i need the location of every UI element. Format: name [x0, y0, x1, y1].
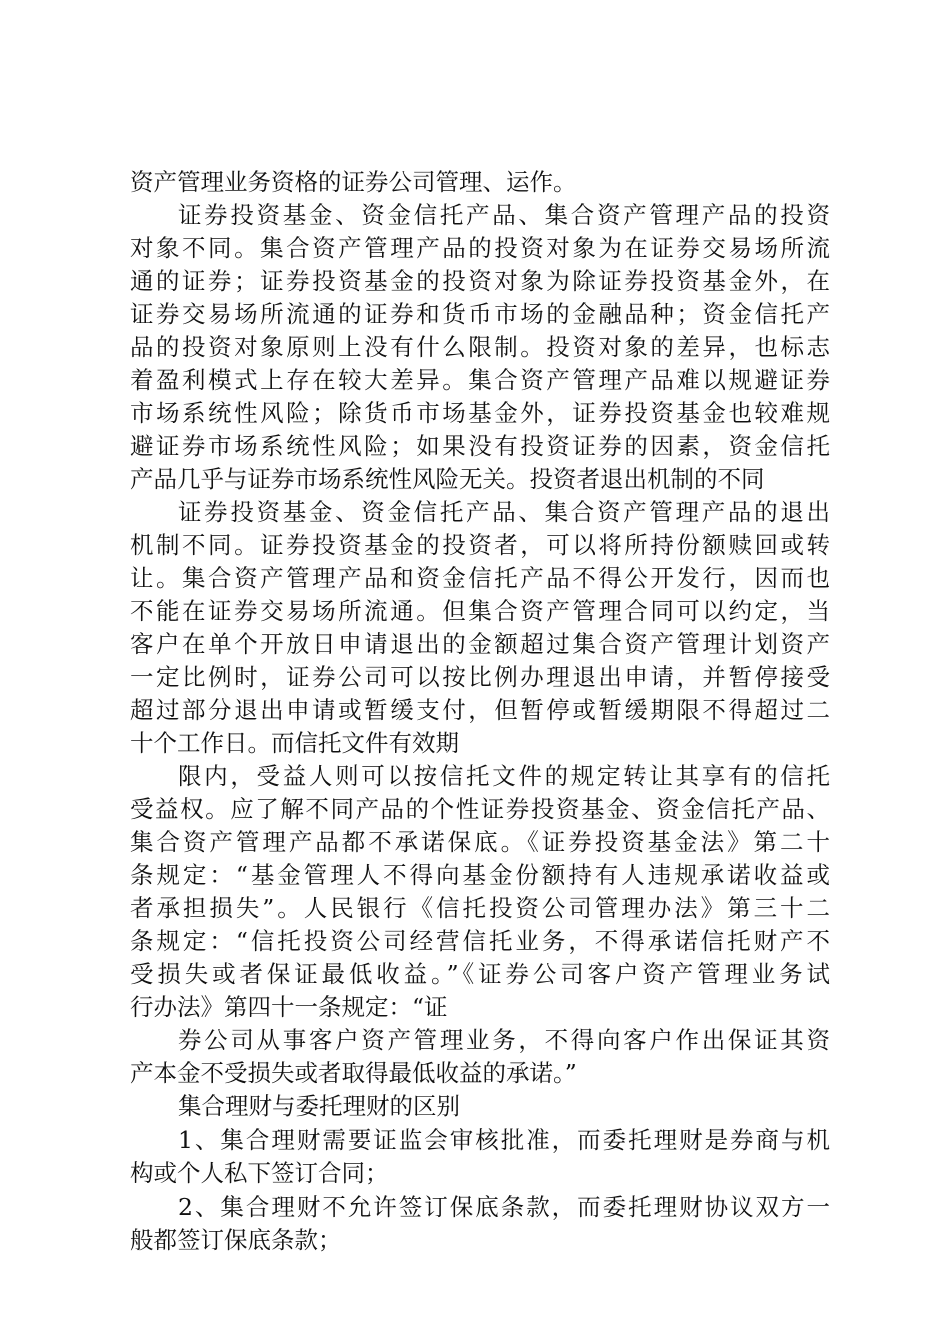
- text-line: 不能在证券交易场所流通。但集合资产管理合同可以约定，当: [130, 597, 830, 625]
- text-line: 证券交易场所流通的证券和货币市场的金融品种；资金信托产: [130, 300, 830, 328]
- text-line: 对象不同。集合资产管理产品的投资对象为在证券交易场所流: [130, 234, 830, 262]
- text-line: 受损失或者保证最低收益。”《证券公司客户资产管理业务试: [130, 960, 830, 988]
- text-line: 着盈利模式上存在较大差异。集合资产管理产品难以规避证券: [130, 366, 830, 394]
- list-item-continuation: 般都签订保底条款；: [130, 1226, 342, 1254]
- text-line: 者承担损失”。人民银行《信托投资公司管理办法》第三十二: [130, 894, 830, 922]
- text-line: 条规定：“信托投资公司经营信托业务，不得承诺信托财产不: [130, 927, 830, 955]
- text-line: 产本金不受损失或者取得最低收益的承诺。”: [130, 1059, 577, 1087]
- text-line: 十个工作日。而信托文件有效期: [130, 729, 459, 757]
- text-line: 受益权。应了解不同产品的个性证券投资基金、资金信托产品、: [130, 795, 830, 823]
- paragraph-start-line: 券公司从事客户资产管理业务，不得向客户作出保证其资: [178, 1026, 830, 1054]
- paragraph-start-line: 限内，受益人则可以按信托文件的规定转让其享有的信托: [178, 762, 830, 790]
- text-line: 行办法》第四十一条规定：“证: [130, 993, 448, 1021]
- text-line: 客户在单个开放日申请退出的金额超过集合资产管理计划资产: [130, 630, 830, 658]
- list-item: 2、集合理财不允许签订保底条款，而委托理财协议双方一: [178, 1193, 830, 1221]
- body-text: [130, 166, 830, 1257]
- text-line: 品的投资对象原则上没有什么限制。投资对象的差异，也标志: [130, 333, 830, 361]
- text-line: 条规定：“基金管理人不得向基金份额持有人违规承诺收益或: [130, 861, 830, 889]
- list-item-continuation: 构或个人私下签订合同；: [130, 1159, 389, 1187]
- text-line: 超过部分退出申请或暂缓支付，但暂停或暂缓期限不得超过二: [130, 696, 830, 724]
- text-line: 让。集合资产管理产品和资金信托产品不得公开发行，因而也: [130, 564, 830, 592]
- text-line: 机制不同。证券投资基金的投资者，可以将所持份额赎回或转: [130, 531, 830, 559]
- list-item: 1、集合理财需要证监会审核批准，而委托理财是券商与机: [178, 1126, 830, 1154]
- text-line: 市场系统性风险；除货币市场基金外，证券投资基金也较难规: [130, 399, 830, 427]
- text-line: 避证券市场系统性风险；如果没有投资证券的因素，资金信托: [130, 432, 830, 460]
- paragraph-start-line: 证券投资基金、资金信托产品、集合资产管理产品的投资: [178, 201, 830, 229]
- text-line: 一定比例时，证券公司可以按比例办理退出申请，并暂停接受: [130, 663, 830, 691]
- text-line: 产品几乎与证券市场系统性风险无关。投资者退出机制的不同: [130, 465, 765, 493]
- text-line: 通的证券；证券投资基金的投资对象为除证券投资基金外，在: [130, 267, 830, 295]
- paragraph-start-line: 证券投资基金、资金信托产品、集合资产管理产品的退出: [178, 498, 830, 526]
- text-line: 资产管理业务资格的证券公司管理、运作。: [130, 168, 577, 196]
- section-heading: 集合理财与委托理财的区别: [178, 1092, 460, 1120]
- text-line: 集合资产管理产品都不承诺保底。《证券投资基金法》第二十: [130, 828, 830, 856]
